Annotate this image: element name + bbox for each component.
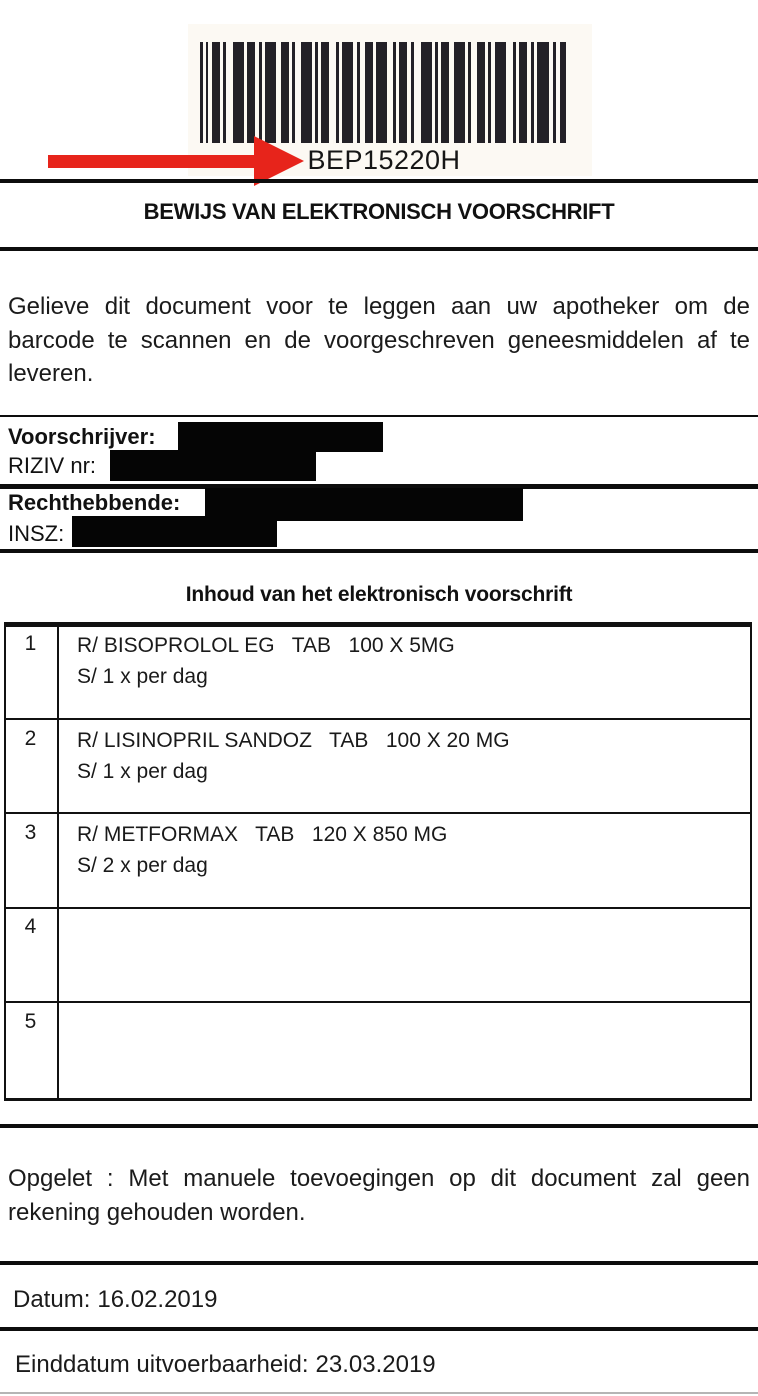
table-border bbox=[750, 622, 752, 1101]
table-border bbox=[4, 812, 752, 814]
insz-number-redaction bbox=[72, 516, 277, 547]
riziv-label: RIZIV nr: bbox=[8, 453, 97, 478]
date-label: Datum: bbox=[13, 1286, 91, 1313]
medication-line: R/ LISINOPRIL SANDOZ TAB 100 X 20 MG bbox=[77, 729, 510, 752]
dosage-line: S/ 2 x per dag bbox=[77, 854, 208, 877]
table-border bbox=[57, 622, 59, 1101]
divider bbox=[0, 1124, 758, 1128]
table-border bbox=[4, 622, 752, 627]
divider bbox=[0, 1327, 758, 1331]
row-number: 5 bbox=[24, 1010, 37, 1033]
end-date-line bbox=[15, 1351, 436, 1379]
divider bbox=[0, 1261, 758, 1265]
table-heading: Inhoud van het elektronisch voorschrift bbox=[185, 583, 573, 606]
table-border bbox=[4, 907, 752, 909]
divider bbox=[0, 247, 758, 251]
beneficiary-label: Rechthebbende: bbox=[8, 490, 181, 515]
end-date-value: 23.03.2019 bbox=[315, 1351, 436, 1378]
dosage-line: S/ 1 x per dag bbox=[77, 760, 208, 783]
row-number: 3 bbox=[24, 821, 37, 844]
row-number: 1 bbox=[24, 632, 37, 655]
table-border bbox=[4, 718, 752, 720]
divider bbox=[0, 415, 758, 417]
row-number: 4 bbox=[24, 915, 37, 938]
end-date-label: Einddatum uitvoerbaarheid: bbox=[15, 1351, 309, 1378]
prescriber-name-redaction bbox=[178, 422, 383, 452]
warning-paragraph: Opgelet : Met manuele toevoegingen op dit document zal geen rekening gehouden worden. bbox=[8, 1165, 750, 1226]
table-row bbox=[77, 819, 737, 881]
divider bbox=[0, 1392, 758, 1394]
dosage-line: S/ 1 x per dag bbox=[77, 665, 208, 688]
barcode bbox=[200, 42, 568, 143]
table-row bbox=[77, 630, 737, 692]
table-border bbox=[4, 1098, 752, 1101]
medication-line: R/ METFORMAX TAB 120 X 850 MG bbox=[77, 823, 448, 846]
medication-line: R/ BISOPROLOL EG TAB 100 X 5MG bbox=[77, 634, 455, 657]
riziv-number-redaction bbox=[110, 450, 316, 481]
intro-paragraph: Gelieve dit document voor te leggen aan uw apotheker om de barcode te scannen en de voorgeschreven geneesmiddelen af te leveren. bbox=[8, 293, 750, 387]
date-line bbox=[13, 1286, 217, 1314]
red-arrow-icon bbox=[48, 155, 254, 168]
page-title: BEWIJS VAN ELEKTRONISCH VOORSCHRIFT bbox=[143, 199, 615, 224]
prescriber-label: Voorschrijver: bbox=[8, 424, 156, 449]
divider bbox=[0, 179, 758, 183]
insz-label: INSZ: bbox=[8, 521, 65, 546]
barcode-code-text: BEP15220H bbox=[307, 145, 461, 175]
date-value: 16.02.2019 bbox=[97, 1286, 218, 1313]
table-border bbox=[4, 1001, 752, 1003]
table-row bbox=[77, 725, 737, 787]
row-number: 2 bbox=[24, 727, 37, 750]
divider bbox=[0, 549, 758, 553]
